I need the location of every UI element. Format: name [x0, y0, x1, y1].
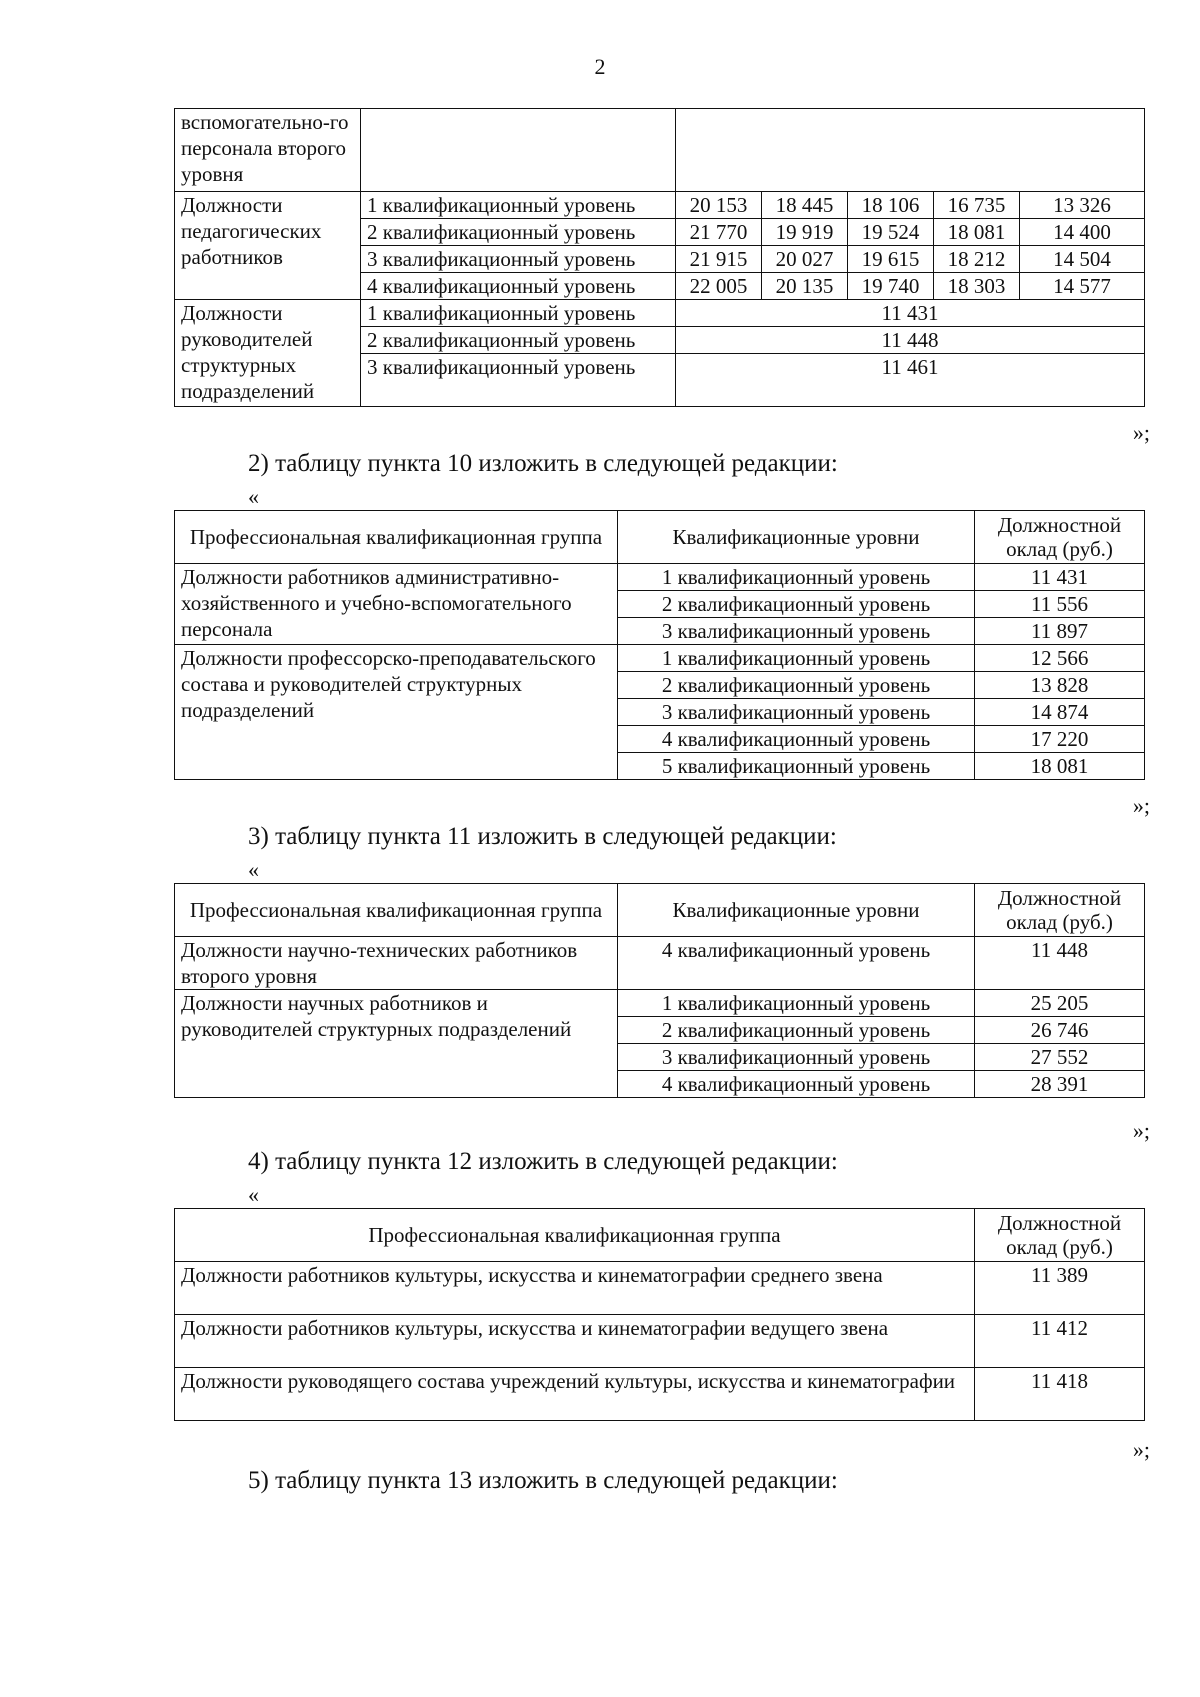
- value-cell: 13 828: [975, 672, 1145, 699]
- level-cell: 2 квалификационный уровень: [618, 591, 975, 618]
- level-cell: 3 квалификационный уровень: [361, 246, 676, 273]
- salary-table-section-2: [174, 510, 1145, 780]
- level-cell: 5 квалификационный уровень: [618, 753, 975, 780]
- level-cell: 2 квалификационный уровень: [618, 1017, 975, 1044]
- empty-cell: [676, 109, 1145, 192]
- level-cell: 1 квалификационный уровень: [361, 300, 676, 327]
- column-header-salary: Должностной оклад (руб.): [975, 1209, 1145, 1262]
- value-cell: 14 874: [975, 699, 1145, 726]
- value-cell: 26 746: [975, 1017, 1145, 1044]
- section-2-heading: 2) таблицу пункта 10 изложить в следующей редакции:: [248, 450, 838, 477]
- level-cell: 4 квалификационный уровень: [618, 1071, 975, 1098]
- closing-quote: »;: [1132, 420, 1150, 445]
- column-header-salary: Должностной оклад (руб.): [975, 884, 1145, 937]
- value-cell: 28 391: [975, 1071, 1145, 1098]
- column-header-group: Профессиональная квалификационная группа: [175, 511, 618, 564]
- level-cell: 3 квалификационный уровень: [361, 354, 676, 407]
- value-cell: 16 735: [934, 192, 1020, 219]
- closing-quote: »;: [1132, 793, 1150, 818]
- closing-quote: »;: [1132, 1118, 1150, 1143]
- value-cell: 22 005: [676, 273, 762, 300]
- empty-cell: [361, 109, 676, 192]
- value-cell: 11 418: [975, 1368, 1145, 1421]
- level-cell: 1 квалификационный уровень: [618, 645, 975, 672]
- value-cell: 18 445: [762, 192, 848, 219]
- level-cell: 2 квалификационный уровень: [361, 327, 676, 354]
- value-cell: 19 919: [762, 219, 848, 246]
- level-cell: 3 квалификационный уровень: [618, 618, 975, 645]
- level-cell: 2 квалификационный уровень: [361, 219, 676, 246]
- level-cell: 4 квалификационный уровень: [618, 937, 975, 990]
- column-header-salary: Должностной оклад (руб.): [975, 511, 1145, 564]
- value-cell: 20 027: [762, 246, 848, 273]
- closing-quote: »;: [1132, 1437, 1150, 1462]
- salary-table-section-3: [174, 883, 1145, 1098]
- value-cell: 11 556: [975, 591, 1145, 618]
- value-cell: 11 389: [975, 1262, 1145, 1315]
- group-cell: Должности профессорско-преподавательского состава и руководителей структурных подразделений: [175, 645, 618, 780]
- column-header-levels: Квалификационные уровни: [618, 884, 975, 937]
- value-cell: 20 153: [676, 192, 762, 219]
- level-cell: 1 квалификационный уровень: [618, 564, 975, 591]
- group-cell: Должности работников культуры, искусства и кинематографии среднего звена: [175, 1262, 975, 1315]
- value-cell: 11 897: [975, 618, 1145, 645]
- group-cell-pedagogical: Должности педагогических работников: [175, 192, 361, 300]
- value-cell: 18 106: [848, 192, 934, 219]
- page-number: 2: [594, 54, 606, 79]
- value-cell: 11 431: [676, 300, 1145, 327]
- value-cell: 21 915: [676, 246, 762, 273]
- value-cell: 14 400: [1020, 219, 1145, 246]
- opening-quote: «: [248, 857, 259, 882]
- salary-table-continuation: [174, 108, 1145, 407]
- value-cell: 18 212: [934, 246, 1020, 273]
- group-cell: Должности работников административно-хозяйственного и учебно-вспомогательного персонала: [175, 564, 618, 645]
- section-5-heading: 5) таблицу пункта 13 изложить в следующей редакции:: [248, 1467, 838, 1494]
- section-4-heading: 4) таблицу пункта 12 изложить в следующей редакции:: [248, 1148, 838, 1175]
- level-cell: 3 квалификационный уровень: [618, 699, 975, 726]
- value-cell: 27 552: [975, 1044, 1145, 1071]
- column-header-group: Профессиональная квалификационная группа: [175, 884, 618, 937]
- column-header-levels: Квалификационные уровни: [618, 511, 975, 564]
- value-cell: 25 205: [975, 990, 1145, 1017]
- level-cell: 3 квалификационный уровень: [618, 1044, 975, 1071]
- value-cell: 12 566: [975, 645, 1145, 672]
- value-cell: 14 504: [1020, 246, 1145, 273]
- value-cell: 11 461: [676, 354, 1145, 407]
- level-cell: 2 квалификационный уровень: [618, 672, 975, 699]
- level-cell: 4 квалификационный уровень: [618, 726, 975, 753]
- opening-quote: «: [248, 484, 259, 509]
- value-cell: 17 220: [975, 726, 1145, 753]
- value-cell: 20 135: [762, 273, 848, 300]
- value-cell: 19 740: [848, 273, 934, 300]
- value-cell: 18 081: [975, 753, 1145, 780]
- value-cell: 21 770: [676, 219, 762, 246]
- value-cell: 19 615: [848, 246, 934, 273]
- value-cell: 14 577: [1020, 273, 1145, 300]
- group-cell: Должности руководящего состава учреждений культуры, искусства и кинематографии: [175, 1368, 975, 1421]
- group-cell-unit-heads: Должности руководителей структурных подразделений: [175, 300, 361, 407]
- group-cell: Должности научных работников и руководителей структурных подразделений: [175, 990, 618, 1098]
- section-3-heading: 3) таблицу пункта 11 изложить в следующей редакции:: [248, 823, 837, 850]
- level-cell: 1 квалификационный уровень: [361, 192, 676, 219]
- value-cell: 19 524: [848, 219, 934, 246]
- salary-table-section-4: [174, 1208, 1145, 1421]
- level-cell: 4 квалификационный уровень: [361, 273, 676, 300]
- value-cell: 18 303: [934, 273, 1020, 300]
- column-header-group: Профессиональная квалификационная группа: [175, 1209, 975, 1262]
- opening-quote: «: [248, 1182, 259, 1207]
- value-cell: 11 448: [676, 327, 1145, 354]
- group-cell-support-staff: вспомогательно-го персонала второго уровня: [175, 109, 361, 192]
- group-cell: Должности работников культуры, искусства и кинематографии ведущего звена: [175, 1315, 975, 1368]
- value-cell: 18 081: [934, 219, 1020, 246]
- value-cell: 11 448: [975, 937, 1145, 990]
- value-cell: 13 326: [1020, 192, 1145, 219]
- level-cell: 1 квалификационный уровень: [618, 990, 975, 1017]
- value-cell: 11 431: [975, 564, 1145, 591]
- group-cell: Должности научно-технических работников второго уровня: [175, 937, 618, 990]
- value-cell: 11 412: [975, 1315, 1145, 1368]
